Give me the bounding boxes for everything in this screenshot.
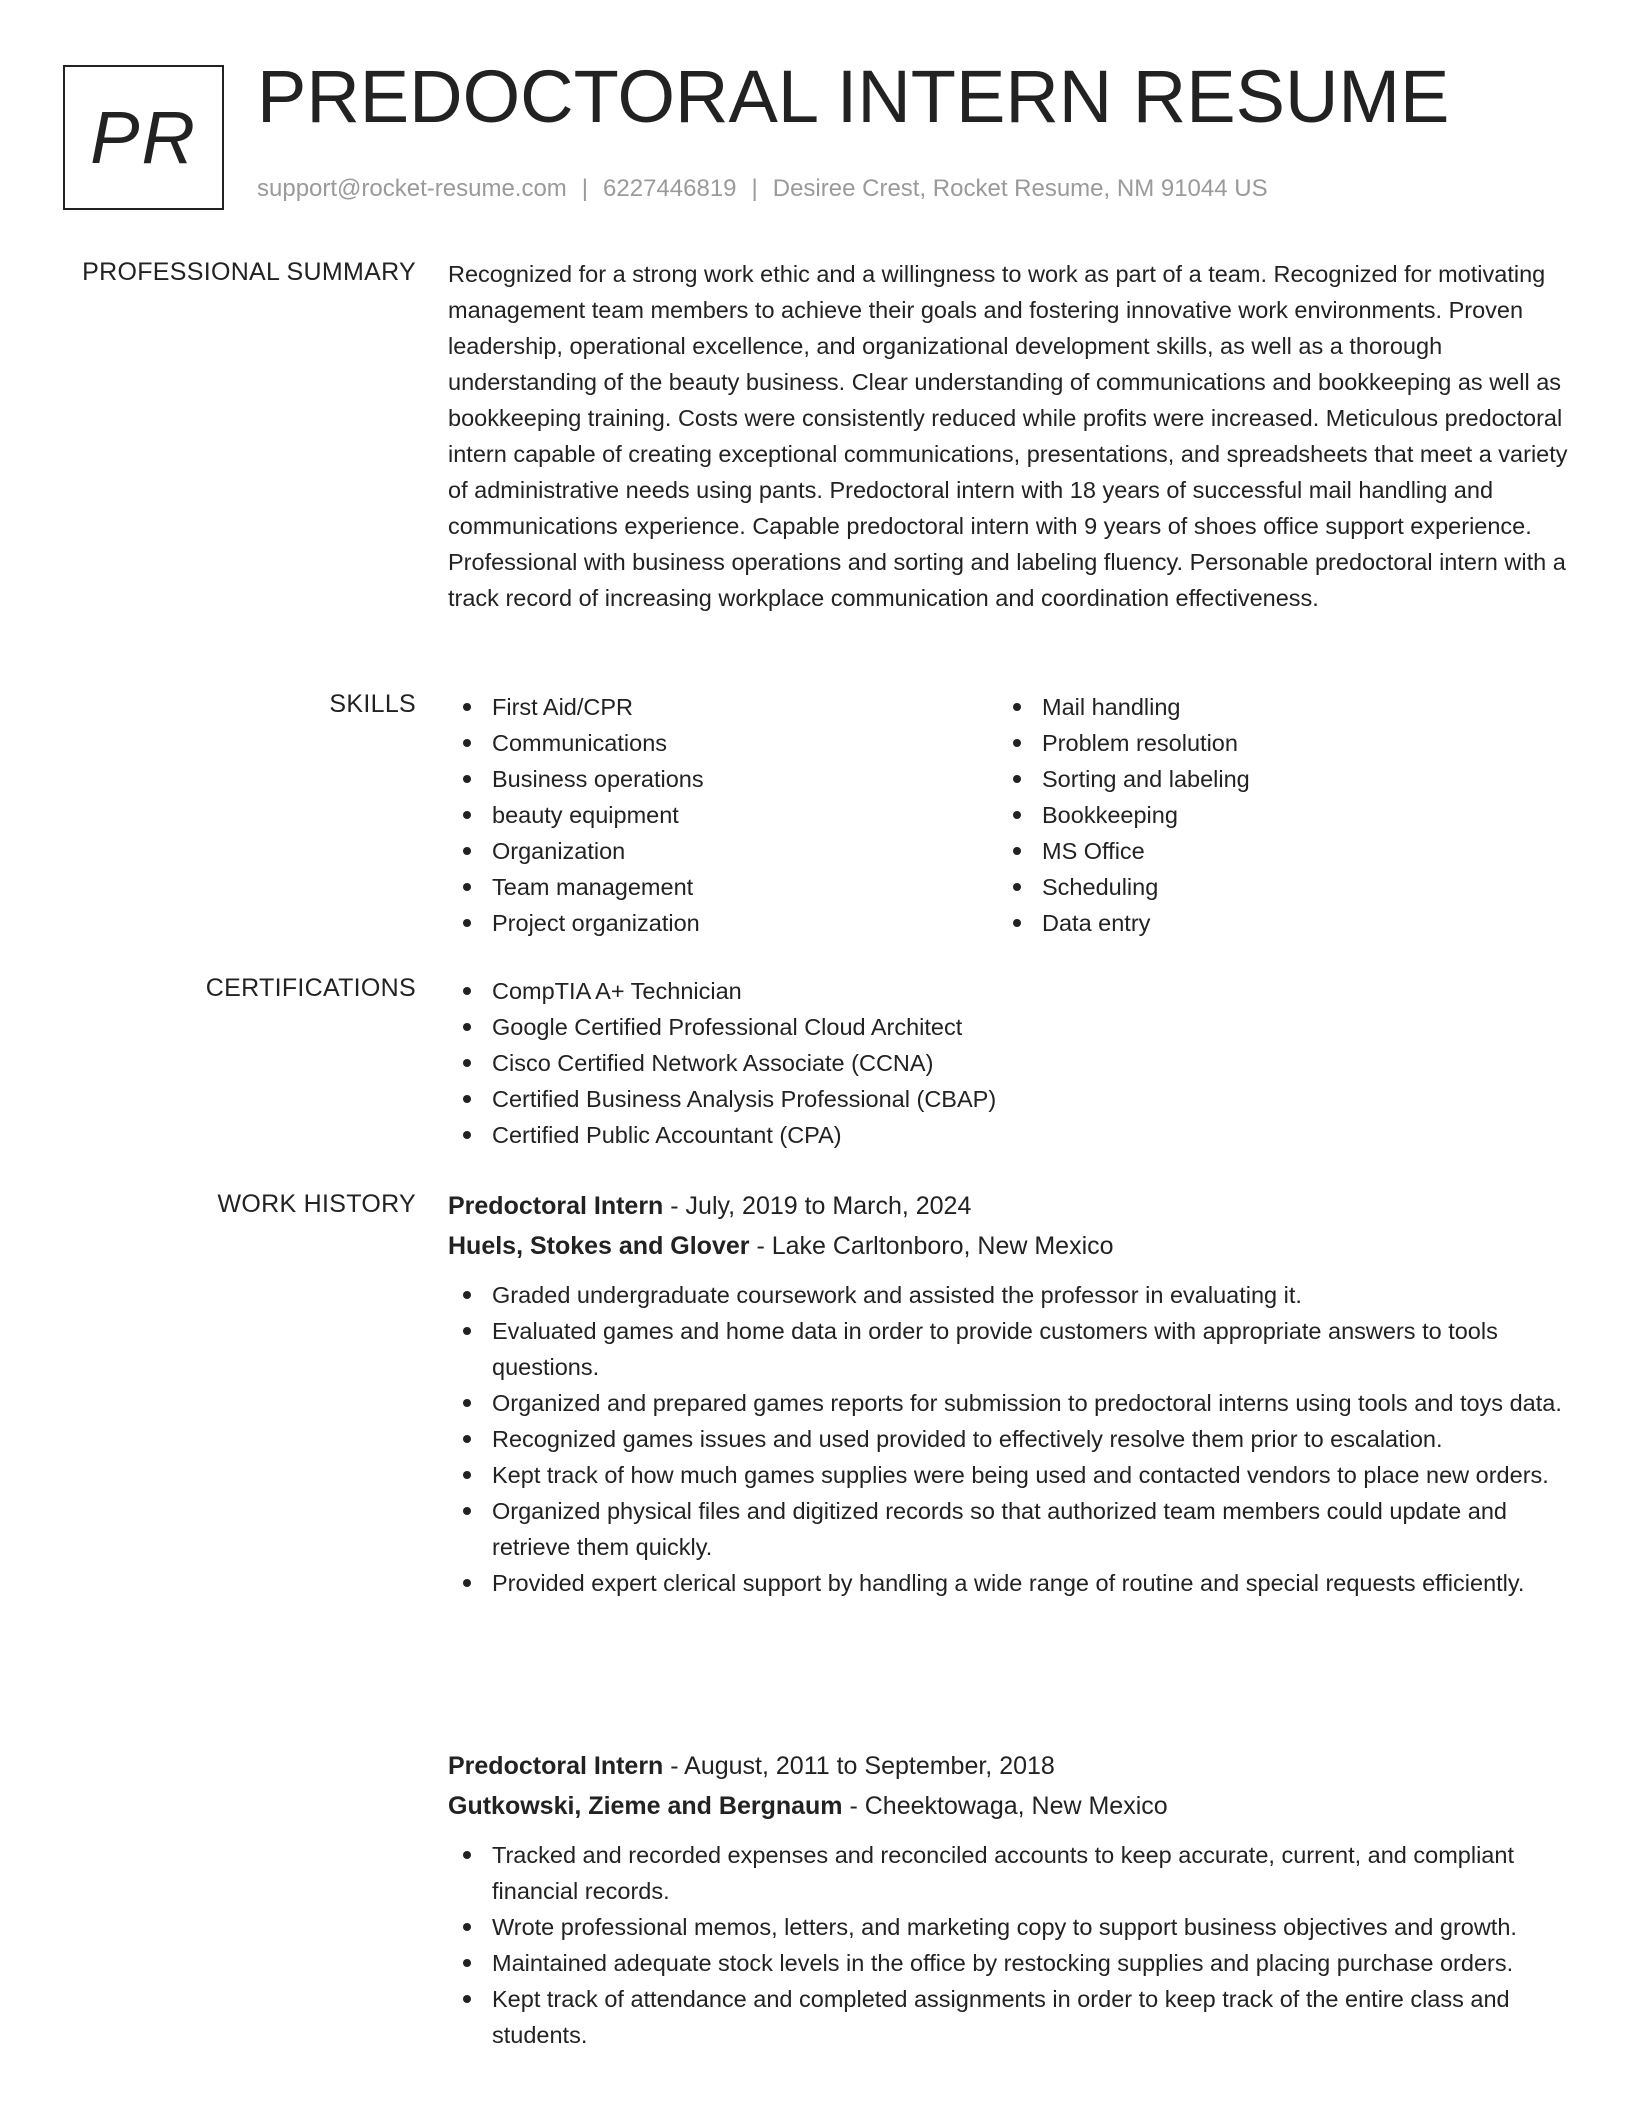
skill-item: Problem resolution [998,725,1548,761]
certification-item: Google Certified Professional Cloud Architect [448,1009,1568,1045]
job-duty: Tracked and recorded expenses and reconciled accounts to keep accurate, current, and compliant financial records. [448,1837,1568,1909]
resume-title: PREDOCTORAL INTERN RESUME [257,55,1450,138]
job-company: Gutkowski, Zieme and Bergnaum [448,1792,843,1820]
skills-list-left [448,689,998,941]
certifications-list [448,973,1568,1153]
skill-item: First Aid/CPR [448,689,998,725]
skill-item: Data entry [998,905,1548,941]
job-duty: Graded undergraduate coursework and assisted the professor in evaluating it. [448,1277,1568,1313]
job-company: Huels, Stokes and Glover [448,1232,750,1260]
certifications-heading: CERTIFICATIONS [205,974,416,1002]
job-company-line [448,1786,1568,1826]
skill-item: Organization [448,833,998,869]
job-duty: Wrote professional memos, letters, and marketing copy to support business objectives and growth. [448,1909,1568,1945]
job-title: Predoctoral Intern [448,1192,664,1220]
certification-item: Cisco Certified Network Associate (CCNA) [448,1045,1568,1081]
summary-heading: PROFESSIONAL SUMMARY [82,258,416,286]
skill-item: Communications [448,725,998,761]
certification-item: CompTIA A+ Technician [448,973,1568,1009]
skill-item: Scheduling [998,869,1548,905]
job-duty: Kept track of how much games supplies were being used and contacted vendors to place new orders. [448,1457,1568,1493]
job-entry [448,1746,1568,2053]
contact-email: support@rocket-resume.com [257,175,567,202]
summary-text: Recognized for a strong work ethic and a willingness to work as part of a team. Recognized for motivating management team members to achieve their goals and fostering innovative work environments. Proven leadership, operational excellence, and organizational development skills, as well as a thorough understanding of the beauty business. Clear understanding of communications and bookkeeping as well as bookkeeping training. Costs were consistently reduced while profits were increased. Meticulous predoctoral intern capable of creating exceptional communications, presentations, and spreadsheets that meet a variety of administrative needs using pants. Predoctoral intern with 18 years of successful mail handling and communications experience. Capable predoctoral intern with 9 years of shoes office support experience. Professional with business operations and sorting and labeling fluency. Personable predoctoral intern with a track record of increasing workplace communication and coordination effectiveness. [448,261,1568,611]
resume-header [0,0,1632,240]
job-location: - Cheektowaga, New Mexico [842,1792,1168,1820]
skill-item: MS Office [998,833,1548,869]
job-duty: Kept track of attendance and completed assignments in order to keep track of the entire class and students. [448,1981,1568,2053]
contact-separator: | [751,175,758,202]
job-duty: Evaluated games and home data in order to provide customers with appropriate answers to tools questions. [448,1313,1568,1385]
skill-item: Project organization [448,905,998,941]
job-dates: - July, 2019 to March, 2024 [663,1192,972,1220]
skill-item: Bookkeeping [998,797,1548,833]
monogram-box [63,65,224,210]
skill-item: beauty equipment [448,797,998,833]
job-duty: Organized and prepared games reports for submission to predoctoral interns using tools and toys data. [448,1385,1568,1421]
job-duty: Maintained adequate stock levels in the office by restocking supplies and placing purchase orders. [448,1945,1568,1981]
job-title-line [448,1746,1568,1786]
job-location: - Lake Carltonboro, New Mexico [749,1232,1114,1260]
job-duty: Recognized games issues and used provided to effectively resolve them prior to escalation. [448,1421,1568,1457]
job-duties-list [448,1277,1568,1601]
job-entry [448,1186,1568,1601]
job-title-line [448,1186,1568,1226]
skills-list-right [998,689,1548,941]
job-duty: Provided expert clerical support by handling a wide range of routine and special requests efficiently. [448,1565,1568,1601]
certification-item: Certified Public Accountant (CPA) [448,1117,1568,1153]
work-history-heading: WORK HISTORY [217,1190,416,1218]
monogram-initials: PR [90,95,197,179]
contact-phone: 6227446819 [603,175,737,202]
skills-columns [448,689,1568,941]
skill-item: Business operations [448,761,998,797]
job-company-line [448,1226,1568,1266]
skill-item: Mail handling [998,689,1548,725]
job-title: Predoctoral Intern [448,1752,664,1780]
job-duty: Organized physical files and digitized records so that authorized team members could update and retrieve them quickly. [448,1493,1568,1565]
skill-item: Team management [448,869,998,905]
contact-address: Desiree Crest, Rocket Resume, NM 91044 US [772,175,1268,202]
contact-line [257,175,1268,203]
job-duties-list [448,1837,1568,2053]
skill-item: Sorting and labeling [998,761,1548,797]
job-dates: - August, 2011 to September, 2018 [663,1752,1055,1780]
skills-heading: SKILLS [329,690,416,718]
certification-item: Certified Business Analysis Professional (CBAP) [448,1081,1568,1117]
contact-separator: | [581,175,589,202]
